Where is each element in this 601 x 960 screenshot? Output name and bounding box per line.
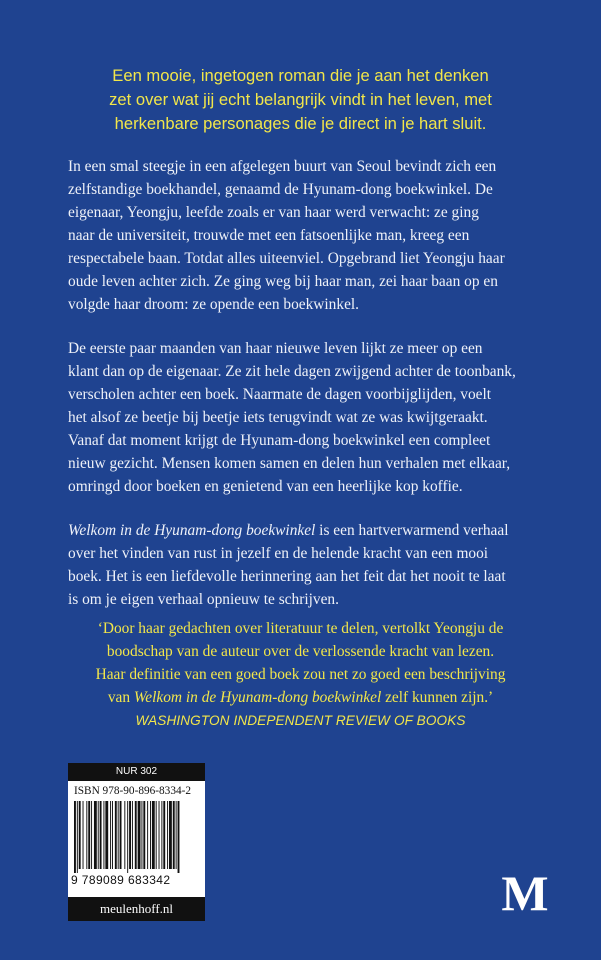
barcode-icon bbox=[74, 801, 200, 873]
quote-source: WASHINGTON INDEPENDENT REVIEW OF BOOKS bbox=[135, 713, 466, 728]
blurb-line: het alsof ze beetje bij beetje iets terugvindt wat ze was kwijtgeraakt. bbox=[68, 409, 488, 426]
publisher-logo: M bbox=[501, 865, 549, 921]
blurb-line: De eerste paar maanden van haar nieuwe leven lijkt ze meer op een bbox=[68, 340, 483, 357]
blurb-line bbox=[68, 519, 548, 542]
blurb-line: oude leven achter zich. Ze ging weg bij haar man, zei haar baan op en bbox=[68, 273, 498, 290]
book-title: Welkom in de Hyunam-dong boekwinkel bbox=[133, 689, 382, 706]
blurb-line: respectabele baan. Totdat alles uiteenviel. Opgebrand liet Yeongju haar bbox=[68, 250, 505, 267]
barcode-digits: 9 789089 683342 bbox=[71, 873, 171, 887]
tagline bbox=[40, 64, 561, 136]
isbn-number: ISBN 978-90-896-8334-2 bbox=[74, 785, 192, 797]
blurb-line: over het vinden van rust in jezelf en de helende kracht van een mooi bbox=[68, 545, 489, 562]
blurb-line: Vanaf dat moment krijgt de Hyunam-dong boekwinkel een compleet bbox=[68, 432, 491, 449]
blurb-line: omringd door boeken en genietend van een heerlijke kop koffie. bbox=[68, 478, 463, 495]
quote-line: Haar definitie van een goed boek zou net zo goed een beschrijving bbox=[95, 666, 506, 683]
blurb-line: klant dan op de eigenaar. Ze zit hele dagen zwijgend achter de toonbank, bbox=[68, 363, 516, 380]
tagline-line: herkenbare personages die je direct in je hart sluit. bbox=[114, 114, 487, 133]
quote-line: boodschap van de auteur over de verlossende kracht van lezen. bbox=[106, 643, 495, 660]
quote-line bbox=[40, 686, 561, 709]
blurb-paragraph-2 bbox=[68, 337, 548, 498]
blurb-line: eigenaar, Yeongju, leefde zoals er van haar werd verwacht: ze ging bbox=[68, 204, 479, 221]
review-quote bbox=[40, 617, 561, 732]
blurb-line: nieuw gezicht. Mensen komen samen en delen hun verhalen met elkaar, bbox=[68, 455, 511, 472]
blurb-line: verscholen achter een boek. Naarmate de dagen voorbijglijden, voelt bbox=[68, 386, 492, 403]
blurb-paragraph-3 bbox=[68, 519, 548, 611]
blurb-line: In een smal steegje in een afgelegen buurt van Seoul bevindt zich een bbox=[68, 158, 497, 175]
publisher-website: meulenhoff.nl bbox=[68, 897, 205, 921]
quote-line: ‘Door haar gedachten over literatuur te delen, vertolkt Yeongju de bbox=[97, 620, 504, 637]
blurb-line: naar de universiteit, trouwde met een fatsoenlijke man, kreeg een bbox=[68, 227, 470, 244]
blurb-line: is om je eigen verhaal opnieuw te schrijven. bbox=[68, 591, 339, 608]
blurb-line: zelfstandige boekhandel, genaamd de Hyunam-dong boekwinkel. De bbox=[68, 181, 493, 198]
blurb-paragraph-1 bbox=[68, 155, 548, 316]
tagline-line: Een mooie, ingetogen roman die je aan het denken bbox=[112, 66, 489, 85]
blurb-line: volgde haar droom: ze opende een boekwinkel. bbox=[68, 296, 360, 313]
blurb-text: is een hartverwarmend verhaal bbox=[315, 522, 509, 539]
tagline-line: zet over wat jij echt belangrijk vindt in het leven, met bbox=[109, 90, 492, 109]
book-title: Welkom in de Hyunam-dong boekwinkel bbox=[68, 522, 316, 539]
barcode-block bbox=[68, 763, 205, 921]
quote-text: zelf kunnen zijn.’ bbox=[381, 689, 494, 706]
nur-code: NUR 302 bbox=[68, 763, 205, 781]
blurb-line: boek. Het is een liefdevolle herinnering aan het feit dat het nooit te laat bbox=[68, 568, 506, 585]
blurb bbox=[68, 155, 548, 632]
quote-text: van bbox=[107, 689, 134, 706]
